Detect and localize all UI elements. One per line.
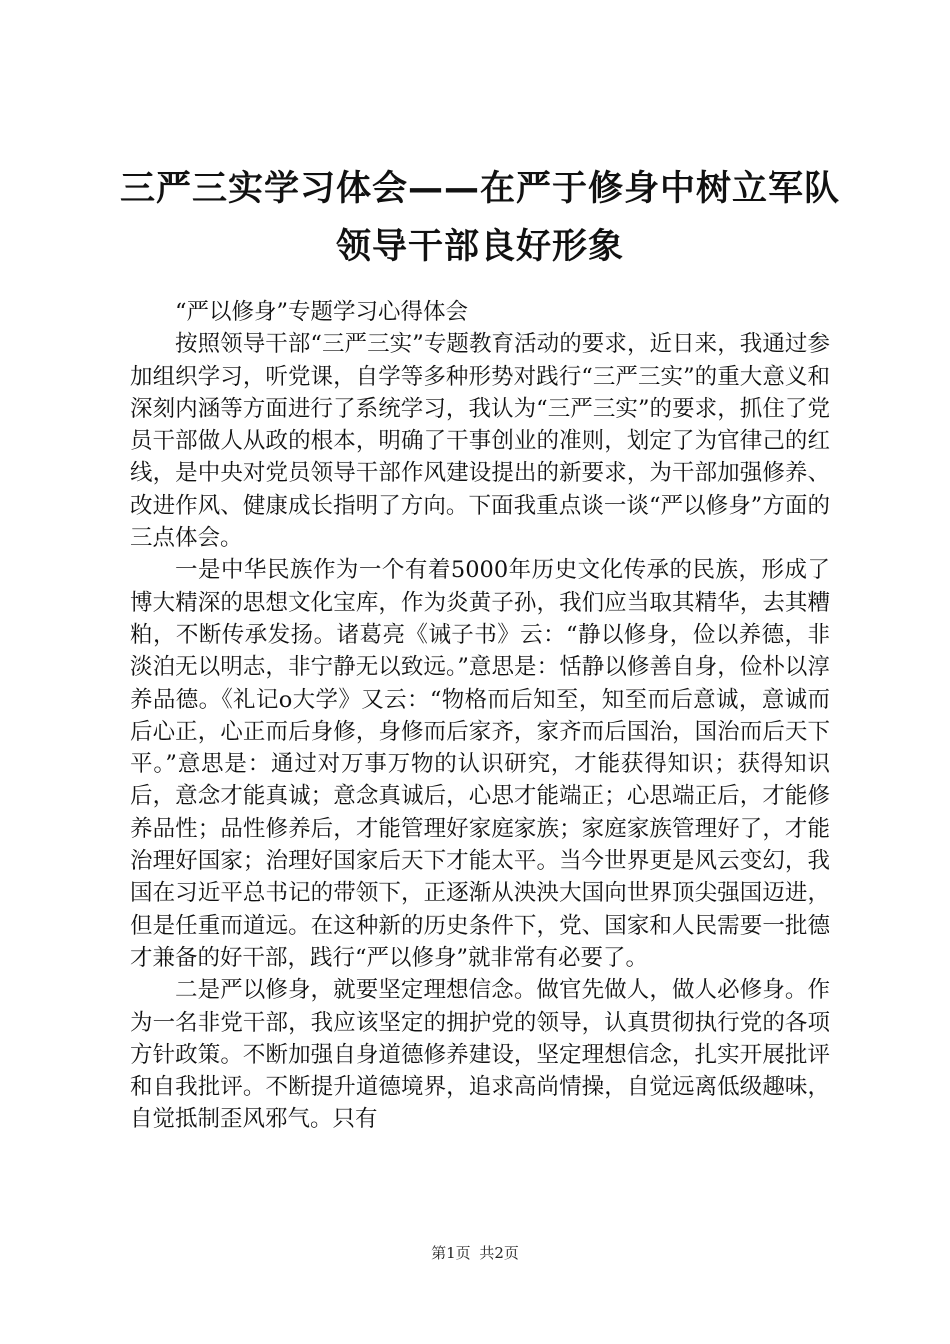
- document-title: [115, 160, 845, 276]
- document-body: [130, 296, 830, 1136]
- title-line-2: 领导干部良好形象: [335, 227, 624, 267]
- paragraph-intro: 按照领导干部“三严三实”专题教育活动的要求，近日来，我通过参加组织学习，听党课，自学等多种形势对践行“三严三实”的重大意义和深刻内涵等方面进行了系统学习，我认为“三严三实”的要求，抓住了党员干部做人从政的根本，明确了干事创业的准则，划定了为官律己的红线，是中央对党员领导干部作风建设提出的新要求，为干部加强修养、改进作风、健康成长指明了方向。下面我重点谈一谈“严以修身”方面的三点体会。: [130, 331, 830, 552]
- document-subtitle: “严以修身”专题学习心得体会: [175, 299, 469, 325]
- page-number: 第1页: [431, 1244, 471, 1262]
- page-footer: [0, 1243, 950, 1263]
- title-line-1: 三严三实学习体会——在严于修身中树立军队: [119, 169, 840, 209]
- page-total: 共2页: [479, 1244, 519, 1262]
- paragraph-point-two: 二是严以修身，就要坚定理想信念。做官先做人，做人必修身。作为一名非党干部，我应该坚定的拥护党的领导，认真贯彻执行党的各项方针政策。不断加强自身道德修养建设，坚定理想信念，扎实开展批评和自我批评。不断提升道德境界，追求高尚情操，自觉远离低级趣味，自觉抵制歪风邪气。只有: [130, 977, 830, 1133]
- paragraph-point-one: 一是中华民族作为一个有着5000年历史文化传承的民族，形成了博大精深的思想文化宝库，作为炎黄子孙，我们应当取其精华，去其糟粕，不断传承发扬。诸葛亮《诫子书》云：“静以修身，俭以养德，非淡泊无以明志，非宁静无以致远。”意思是：恬静以修善自身，俭朴以淳养品德。《礼记o大学》又云：“物格而后知至，知至而后意诚，意诚而后心正，心正而后身修，身修而后家齐，家齐而后国治，国治而后天下平。”意思是：通过对万事万物的认识研究，才能获得知识；获得知识后，意念才能真诚；意念真诚后，心思才能端正；心思端正后，才能修养品性；品性修养后，才能管理好家庭家族；家庭家族管理好了，才能治理好国家；治理好国家后天下才能太平。当今世界更是风云变幻，我国在习近平总书记的带领下，正逐渐从泱泱大国向世界顶尖强国迈进，但是任重而道远。在这种新的历史条件下，党、国家和人民需要一批德才兼备的好干部，践行“严以修身”就非常有必要了。: [130, 557, 830, 971]
